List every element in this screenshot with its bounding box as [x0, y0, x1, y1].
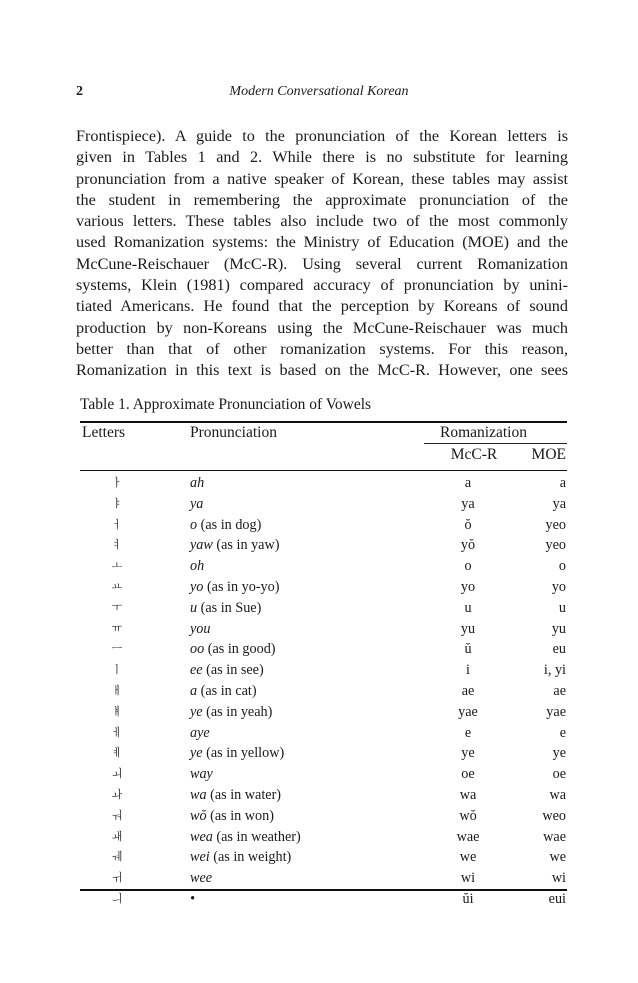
pronunciation-example: (as in see)	[202, 662, 264, 679]
body-text-line: various letters. These tables also include two of the most commonly	[76, 212, 568, 231]
korean-letter: ㅝ	[111, 808, 123, 822]
table-row	[0, 515, 638, 536]
korean-letter: ㅜ	[111, 600, 123, 614]
body-text-line: the student in remembering the approximate pronunciation of the	[76, 190, 568, 209]
table-row	[0, 743, 638, 764]
moe-romanization: wi	[551, 870, 566, 887]
pronunciation-sound: aye	[190, 724, 210, 741]
mccr-romanization: ya	[461, 495, 475, 512]
column-header-moe: MOE	[531, 446, 566, 463]
mccr-romanization: wae	[456, 828, 480, 845]
pronunciation-cell	[190, 494, 203, 514]
pronunciation-sound: o	[190, 516, 198, 533]
moe-romanization: e	[559, 724, 566, 741]
table-row	[0, 619, 638, 640]
pronunciation-sound: •	[190, 890, 195, 907]
mccr-romanization: ŭ	[464, 641, 472, 658]
pronunciation-example: (as in won)	[206, 807, 274, 824]
mccr-romanization: wa	[459, 786, 477, 803]
korean-letter: ㅞ	[111, 850, 123, 864]
pronunciation-cell	[190, 598, 261, 618]
pronunciation-sound: wa	[190, 786, 207, 803]
moe-romanization: ye	[552, 745, 566, 762]
body-text-line: production by non-Koreans using the McCune-Reischauer was much	[76, 318, 568, 337]
body-text-line: better than that of other romanization systems. For this reason,	[76, 339, 568, 358]
table-row	[0, 723, 638, 744]
pronunciation-sound: wŏ	[190, 807, 207, 824]
table-row	[0, 660, 638, 681]
moe-romanization: wa	[549, 786, 566, 803]
pronunciation-cell	[190, 806, 274, 826]
mccr-romanization: ŏ	[464, 516, 472, 533]
mccr-romanization: a	[464, 475, 472, 491]
table-row	[0, 764, 638, 785]
pronunciation-sound: ya	[190, 495, 204, 512]
table-row	[0, 827, 638, 848]
table-caption: Table 1. Approximate Pronunciation of Vowels	[80, 396, 372, 413]
pronunciation-sound: way	[190, 766, 213, 783]
moe-romanization: yeo	[545, 516, 566, 533]
table-row	[0, 494, 638, 515]
pronunciation-sound: wea	[190, 828, 213, 845]
column-header-mccr: McC-R	[450, 446, 498, 463]
table-header-rule	[80, 470, 567, 471]
mccr-romanization: wi	[460, 870, 476, 887]
pronunciation-cell	[190, 619, 211, 639]
pronunciation-cell	[190, 515, 261, 535]
mccr-romanization: u	[464, 599, 472, 616]
moe-romanization: oe	[552, 766, 566, 783]
korean-letter: ㅑ	[111, 496, 123, 510]
pronunciation-example: (as in yeah)	[202, 703, 273, 720]
pronunciation-cell	[190, 847, 291, 867]
mccr-romanization: yu	[460, 620, 476, 637]
table-row	[0, 535, 638, 556]
table-row	[0, 556, 638, 577]
pronunciation-cell	[190, 556, 204, 576]
korean-letter: ㅛ	[111, 579, 123, 593]
moe-romanization: wae	[543, 828, 566, 845]
mccr-romanization: e	[464, 724, 472, 741]
pronunciation-sound: oh	[190, 558, 205, 575]
pronunciation-sound: yo	[190, 578, 204, 595]
table-row	[0, 702, 638, 723]
mccr-romanization: ŭi	[462, 890, 474, 907]
body-text-line: Romanization in this text is based on the McC-R. However, one sees	[76, 361, 568, 380]
korean-letter: ㅟ	[111, 871, 123, 885]
mccr-romanization: we	[459, 849, 477, 866]
body-text-line: systems, Klein (1981) compared accuracy of pronunciation by unini-	[76, 276, 568, 295]
korean-letter: ㅖ	[111, 746, 123, 760]
pronunciation-sound: u	[190, 599, 198, 616]
korean-letter: ㅘ	[111, 787, 123, 801]
table-row	[0, 785, 638, 806]
column-header-pronunciation: Pronunciation	[190, 424, 277, 441]
pronunciation-example: (as in weather)	[212, 828, 301, 845]
pronunciation-cell	[190, 827, 301, 847]
pronunciation-cell	[190, 889, 195, 909]
mccr-romanization: ae	[461, 682, 475, 699]
korean-letter: ㅗ	[111, 559, 123, 573]
table-row	[0, 473, 638, 494]
table-row	[0, 806, 638, 827]
moe-romanization: weo	[542, 807, 566, 824]
pronunciation-sound: ye	[190, 745, 203, 762]
body-text-line: tiated Americans. He found that the perception by Koreans of sound	[76, 297, 568, 316]
moe-romanization: o	[558, 558, 566, 575]
korean-letter: ㅒ	[111, 704, 123, 718]
pronunciation-sound: you	[190, 620, 211, 637]
moe-romanization: yae	[546, 703, 566, 720]
pronunciation-sound: wei	[190, 849, 210, 866]
vowel-table-body	[0, 473, 638, 910]
moe-romanization: yu	[551, 620, 566, 637]
pronunciation-sound: oo	[190, 641, 205, 658]
moe-romanization: yeo	[545, 537, 566, 554]
mccr-romanization: oe	[461, 766, 475, 783]
pronunciation-cell	[190, 743, 284, 763]
moe-romanization: we	[549, 849, 566, 866]
pronunciation-sound: wee	[190, 870, 213, 887]
column-header-letters: Letters	[82, 424, 126, 441]
pronunciation-example: (as in dog)	[197, 516, 262, 533]
pronunciation-example: (as in yaw)	[212, 537, 280, 554]
running-head: Modern Conversational Korean	[229, 84, 409, 99]
korean-letter: ㅚ	[111, 767, 123, 781]
moe-romanization: u	[558, 599, 566, 616]
pronunciation-example: (as in yo-yo)	[203, 578, 280, 595]
pronunciation-example: (as in Sue)	[197, 599, 262, 616]
pronunciation-sound: a	[190, 682, 198, 699]
pronunciation-cell	[190, 639, 276, 659]
korean-letter: ㅏ	[111, 476, 123, 489]
pronunciation-sound: yaw	[190, 537, 213, 554]
pronunciation-example: (as in weight)	[209, 849, 292, 866]
pronunciation-cell	[190, 764, 213, 784]
table-top-rule	[80, 421, 567, 423]
korean-letter: ㅙ	[111, 829, 123, 843]
mccr-romanization: yae	[458, 703, 478, 720]
table-row	[0, 577, 638, 598]
pronunciation-cell	[190, 660, 264, 680]
table-row	[0, 847, 638, 868]
pronunciation-sound: ye	[190, 703, 203, 720]
mccr-romanization: ye	[461, 745, 475, 762]
moe-romanization: ae	[553, 682, 566, 699]
pronunciation-cell	[190, 868, 212, 888]
korean-letter: ㅠ	[111, 621, 123, 635]
table-row	[0, 639, 638, 660]
moe-romanization: eu	[552, 641, 566, 658]
pronunciation-cell	[190, 785, 281, 805]
korean-letter: ㅢ	[111, 891, 123, 905]
body-text-line: Frontispiece). A guide to the pronunciation of the Korean letters is	[76, 127, 568, 145]
body-text-line: pronunciation from a native speaker of Korean, these tables may assist	[76, 169, 568, 188]
pronunciation-example: (as in yellow)	[202, 745, 285, 762]
mccr-romanization: wŏ	[459, 807, 477, 824]
korean-letter: ㅓ	[111, 517, 123, 531]
page-number: 2	[76, 84, 83, 99]
pronunciation-example: (as in water)	[206, 786, 282, 803]
pronunciation-cell	[190, 723, 210, 743]
pronunciation-cell	[190, 473, 204, 493]
moe-romanization: yo	[551, 578, 566, 595]
pronunciation-example: (as in cat)	[197, 682, 257, 699]
mccr-romanization: o	[464, 558, 472, 575]
mccr-romanization: yŏ	[460, 537, 476, 554]
mccr-romanization: i	[466, 662, 470, 679]
column-header-romanization: Romanization	[440, 424, 527, 441]
moe-romanization: ya	[552, 495, 566, 512]
pronunciation-sound: ee	[190, 662, 203, 679]
table-row	[0, 598, 638, 619]
korean-letter: ㅕ	[111, 538, 123, 552]
table-row	[0, 889, 638, 910]
body-text-line: used Romanization systems: the Ministry of Education (MOE) and the	[76, 233, 568, 252]
pronunciation-sound: ah	[190, 475, 205, 491]
body-text-line: McCune-Reischauer (McC-R). Using several current Romanization	[76, 254, 568, 273]
pronunciation-cell	[190, 577, 279, 597]
moe-romanization: eui	[548, 890, 566, 907]
korean-letter: ㅐ	[111, 683, 123, 697]
table-row	[0, 681, 638, 702]
romanization-header-underline	[424, 443, 567, 444]
korean-letter: ㅔ	[111, 725, 123, 739]
pronunciation-example: (as in good)	[204, 641, 276, 658]
pronunciation-cell	[190, 702, 272, 722]
body-text-line: given in Tables 1 and 2. While there is no substitute for learning	[76, 148, 568, 167]
body-paragraph	[76, 126, 568, 382]
pronunciation-cell	[190, 681, 257, 701]
korean-letter: ㅣ	[111, 663, 123, 677]
moe-romanization: a	[559, 475, 566, 491]
table-bottom-rule	[80, 889, 567, 891]
korean-letter: ㅡ	[111, 642, 123, 656]
mccr-romanization: yo	[460, 578, 476, 595]
pronunciation-cell	[190, 535, 279, 555]
moe-romanization: i, yi	[543, 662, 566, 679]
table-row	[0, 868, 638, 889]
